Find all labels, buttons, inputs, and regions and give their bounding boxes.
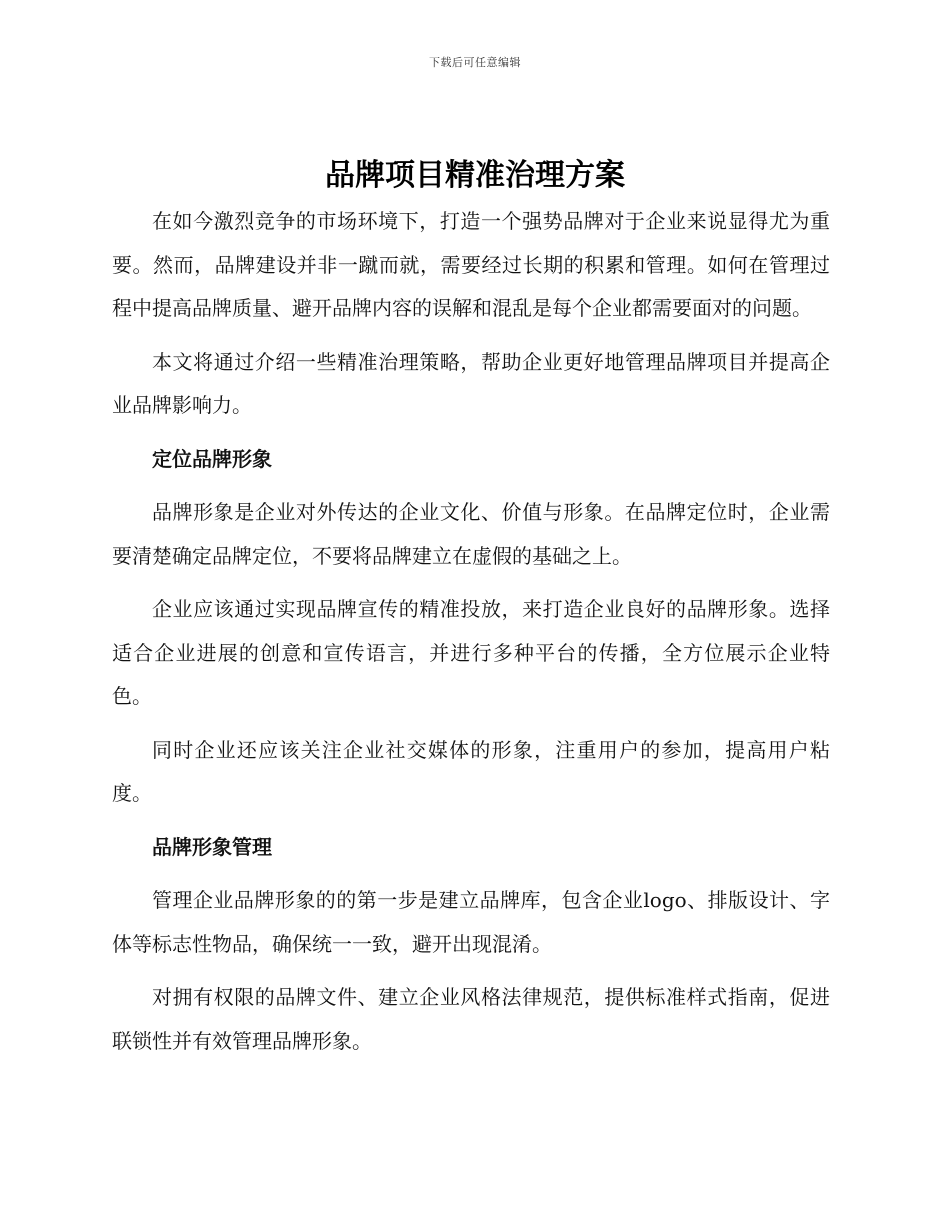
paragraph-style-guide: 对拥有权限的品牌文件、建立企业风格法律规范，提供标准样式指南，促进联锁性并有效管理品牌形象。 xyxy=(112,985,830,1053)
header-note: 下载后可任意编辑 xyxy=(429,56,521,69)
paragraph-social-media: 同时企业还应该关注企业社交媒体的形象，注重用户的参加，提高用户粘度。 xyxy=(112,737,830,805)
paragraph-precise-promotion: 企业应该通过实现品牌宣传的精准投放，来打造企业良好的品牌形象。选择适合企业进展的创意和宣传语言，并进行多种平台的传播，全方位展示企业特色。 xyxy=(112,597,830,708)
document-title: 品牌项目精准治理方案 xyxy=(325,158,625,193)
paragraph-intro: 在如今激烈竞争的市场环境下，打造一个强势品牌对于企业来说显得尤为重要。然而，品牌建设并非一蹴而就，需要经过长期的积累和管理。如何在管理过程中提高品牌质量、避开品牌内容的误解和混乱是每个企业都需要面对的问题。 xyxy=(112,209,830,320)
section-heading-management: 品牌形象管理 xyxy=(152,834,272,859)
section-heading-positioning: 定位品牌形象 xyxy=(152,446,272,471)
paragraph-brand-image: 品牌形象是企业对外传达的企业文化、价值与形象。在品牌定位时，企业需要清楚确定品牌定位，不要将品牌建立在虚假的基础之上。 xyxy=(112,500,830,568)
paragraph-purpose: 本文将通过介绍一些精准治理策略，帮助企业更好地管理品牌项目并提高企业品牌影响力。 xyxy=(112,349,830,417)
document-body xyxy=(112,200,830,1073)
paragraph-brand-library: 管理企业品牌形象的的第一步是建立品牌库，包含企业logo、排版设计、字体等标志性物品，确保统一一致，避开出现混淆。 xyxy=(112,888,830,956)
